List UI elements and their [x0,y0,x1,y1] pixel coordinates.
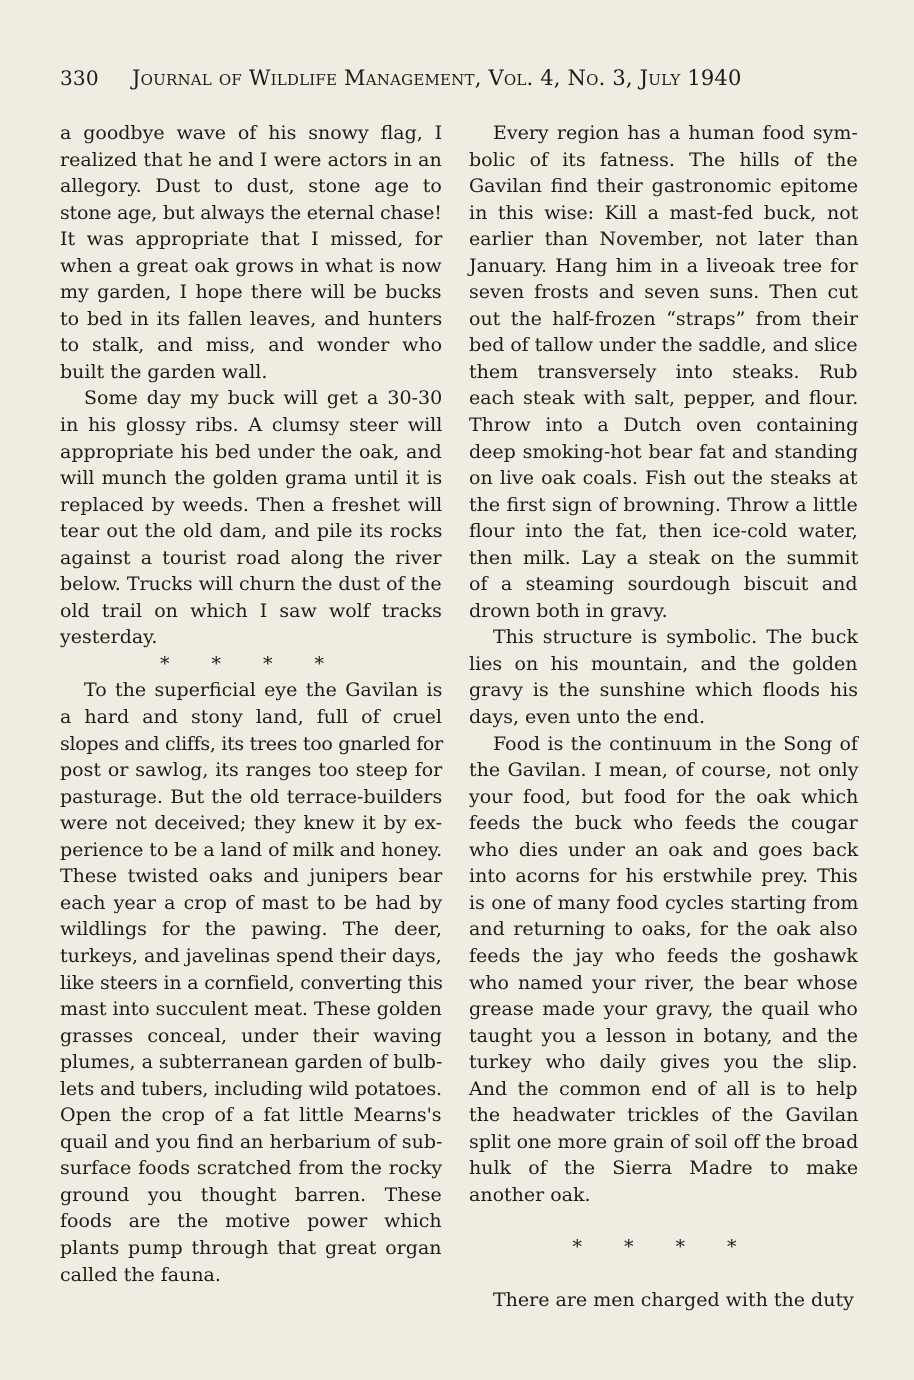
text-line: deep smoking-hot bear fat and standing [469,440,859,463]
section-separator: * * * * [572,1236,755,1259]
text-line: hulk of the Sierra Madre to make [469,1157,859,1180]
text-line: realized that he and I were actors in an [60,148,442,171]
text-line: This structure is symbolic. The buck [493,626,858,649]
text-line: the Gavilan. I mean, of course, not only [469,759,859,782]
text-line: split one more grain of soil off the broad [469,1130,859,1153]
text-line: into acorns for his erstwhile prey. This [469,865,858,888]
text-line: Gavilan find their gastronomic epitome [469,175,859,198]
text-line: then milk. Lay a steak on the summit [469,546,859,569]
text-line: on live oak coals. Fish out the steaks at [469,467,858,490]
text-line: my garden, I hope there will be bucks [60,281,442,304]
section-separator: * * * * [159,652,343,675]
text-line: post or sawlog, its ranges too steep for [60,759,443,782]
text-line: plants pump through that great organ [60,1236,442,1259]
text-line: a goodbye wave of his snowy flag, I [60,122,443,144]
text-line: built the garden wall. [60,360,268,383]
paragraph [60,120,442,385]
text-line: in his glossy ribs. A clumsy steer will [60,414,443,437]
text-line: Food is the continuum in the Song of [493,732,858,755]
running-head: Journal of Wildlife Management, Vol. 4, No. 3, July 1940 [132,66,742,90]
paragraph [469,731,858,1209]
text-line: appropriate his bed under the oak, and [60,440,442,463]
text-line: And the common end of all is to help [469,1077,858,1100]
spacer [469,1208,858,1234]
paragraph [469,624,858,730]
text-line: taught you a lesson in botany, and the [469,1024,858,1047]
text-line: feeds the buck who feeds the cougar [469,812,858,835]
text-line: who named your river, the bear whose [469,971,858,994]
text-line: flour into the fat, then ice-cold water, [469,520,858,543]
text-line: These twisted oaks and junipers bear [60,865,443,888]
text-line: each year a crop of mast to be had by [60,891,443,914]
text-line: who dies under an oak and goes back [469,838,859,861]
text-line: Some day my buck will get a 30-30 [84,387,443,410]
left-column [60,120,442,1288]
text-line: perience to be a land of milk and honey. [60,838,443,861]
text-line: called the fauna. [60,1263,221,1286]
text-line: allegory. Dust to dust, stone age to [60,175,442,198]
text-line: and returning to oaks, for the oak also [469,918,858,941]
text-line: were not deceived; they knew it by ex- [60,812,443,835]
text-line: the first sign of browning. Throw a little [469,493,858,516]
text-line: out the half-frozen “straps” from their [469,307,859,330]
text-line: to bed in its fallen leaves, and hunters [60,307,443,330]
text-line: old trail on which I saw wolf tracks [60,599,442,622]
text-line: It was appropriate that I missed, for [60,228,443,251]
text-line: seven frosts and seven suns. Then cut [469,281,858,304]
text-line: grasses conceal, under their waving [60,1024,442,1047]
text-line: turkeys, and javelinas spend their days, [60,944,442,967]
text-line: earlier than November, not later than [469,228,859,251]
paragraph [469,1287,858,1314]
right-column [469,120,858,1314]
text-line: quail and you find an herbarium of sub- [60,1130,443,1153]
text-line: below. Trucks will churn the dust of the [60,573,442,596]
page-number: 330 [60,66,99,90]
text-line: There are men charged with the duty [493,1288,854,1311]
page-header [60,66,860,94]
text-line: lies on his mountain, and the golden [469,652,858,675]
text-line: in this wise: Kill a mast-fed buck, not [469,201,859,224]
text-line: is one of many food cycles starting from [469,891,859,914]
text-line: plumes, a subterranean garden of bulb- [60,1051,443,1074]
text-line: tear out the old dam, and pile its rocks [60,520,443,543]
text-line: turkey who daily gives you the slip. [469,1051,858,1074]
text-line: stone age, but always the eternal chase! [60,201,442,224]
paragraph [469,120,858,624]
paragraph [60,677,442,1288]
text-line: lets and tubers, including wild potatoes. [60,1077,442,1100]
text-line: of a steaming sourdough biscuit and [469,573,858,596]
text-line: another oak. [469,1183,591,1206]
text-line: pasturage. But the old terrace-builders [60,785,443,808]
text-line: like steers in a cornfield, converting this [60,971,443,994]
text-line: Every region has a human food sym- [493,122,858,144]
text-line: foods are the motive power which [60,1210,442,1233]
paragraph [60,385,442,650]
text-line: will munch the golden grama until it is [60,467,443,490]
text-line: against a tourist road along the river [60,546,442,569]
text-line: surface foods scratched from the rocky [60,1157,443,1180]
text-line: drown both in gravy. [469,599,668,622]
text-line: wildlings for the pawing. The deer, [60,918,442,941]
text-line: ground you thought barren. These [60,1183,442,1206]
text-line: them transversely into steaks. Rub [469,360,858,383]
text-line: grease made your gravy, the quail who [469,998,858,1021]
text-line: replaced by weeds. Then a freshet will [60,493,443,516]
text-line: the headwater trickles of the Gavilan [469,1104,859,1127]
spacer [469,1261,858,1287]
text-line: Open the crop of a fat little Mearns's [60,1104,442,1127]
text-line: a hard and stony land, full of cruel [60,706,442,729]
text-line: your food, but food for the oak which [469,785,859,808]
text-line: yesterday. [60,626,158,649]
text-line: to stalk, and miss, and wonder who [60,334,443,357]
text-line: January. Hang him in a liveoak tree for [469,254,858,277]
text-line: slopes and cliffs, its trees too gnarled for [60,732,443,755]
text-line: days, even unto the end. [469,706,705,729]
text-line: bolic of its fatness. The hills of the [469,148,858,171]
text-line: feeds the jay who feeds the goshawk [469,944,858,967]
text-line: To the superficial eye the Gavilan is [84,679,443,702]
text-line: mast into succulent meat. These golden [60,998,442,1021]
text-line: when a great oak grows in what is now [60,254,442,277]
text-line: gravy is the sunshine which floods his [469,679,858,702]
text-line: each steak with salt, pepper, and flour. [469,387,859,410]
text-line: Throw into a Dutch oven containing [469,414,859,437]
text-line: bed of tallow under the saddle, and slice [469,334,858,357]
